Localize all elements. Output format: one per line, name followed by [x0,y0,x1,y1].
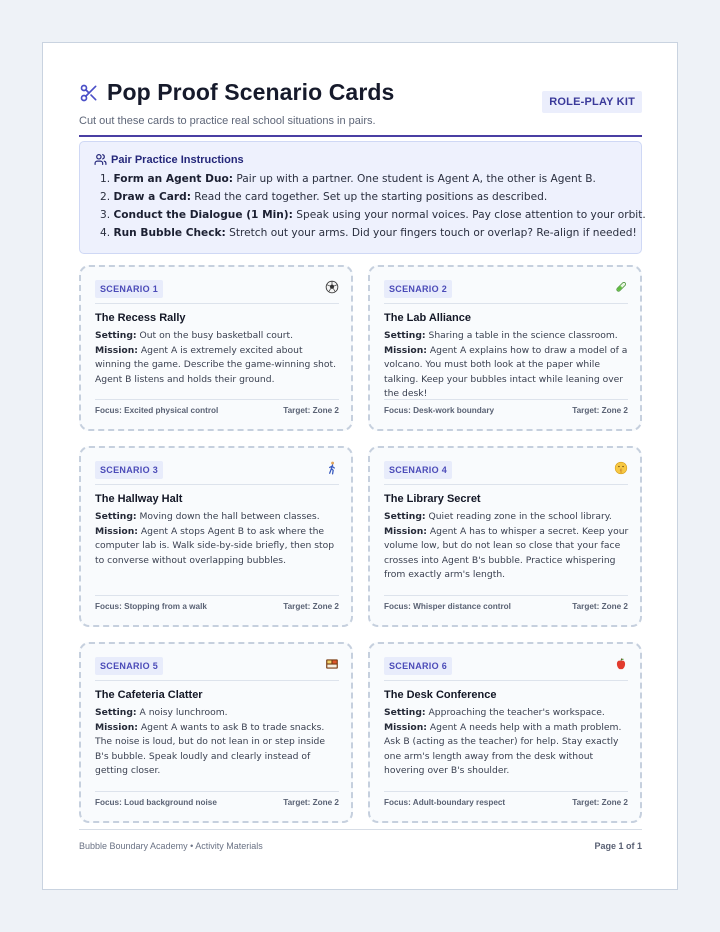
scenario-badge: SCENARIO 4 [384,461,452,479]
card-body [384,329,630,402]
card-title: The Cafeteria Clatter [95,689,203,701]
card-target: Target: Zone 2 [572,602,628,611]
card-focus: Focus: Stopping from a walk [95,602,207,611]
step-number: 3. [100,209,111,221]
page-title: Pop Proof Scenario Cards [107,79,395,105]
card-mission [95,721,341,779]
apple-icon [614,657,628,671]
card-header [384,461,628,485]
scenario-card [368,446,642,627]
card-body [384,510,630,583]
step-text: Stretch out your arms. Did your fingers touch or overlap? Re-align if needed! [225,227,637,239]
mission-label: Mission: [95,525,138,537]
mission-text: Agent A has to whisper a secret. Keep your volume low, but do not lean so close that your face crosses into Agent B's bubble. Practice whispering from exactly arm's length. [384,525,629,580]
step-heading: Conduct the Dialogue (1 Min): [113,209,293,221]
instructions-box [79,141,646,254]
card-body [95,706,341,779]
instruction-step [100,224,637,242]
card-header [95,657,339,681]
shushing-face-icon [614,461,628,475]
page-number: Page 1 of 1 [594,841,642,851]
card-setting [95,510,341,525]
card-mission [384,344,630,402]
step-number: 2. [100,191,111,203]
mission-text: Agent A stops Agent B to ask where the computer lab is. Walk side-by-side briefly, then stop to converse without overlapping bubbles. [95,525,335,566]
mission-text: Agent A wants to ask B to trade snacks. The noise is loud, but do not lean in or step inside B's bubble. Speak loudly and clearly instead of getting closer. [95,721,325,776]
card-footer [384,791,628,807]
scenario-badge: SCENARIO 1 [95,280,163,298]
page-subtitle: Cut out these cards to practice real school situations in pairs. [79,115,376,127]
role-play-kit-badge: ROLE-PLAY KIT [542,91,642,113]
setting-text: Sharing a table in the science classroom. [425,330,618,341]
step-heading: Form an Agent Duo: [113,173,234,185]
card-footer [95,595,339,611]
card-header [95,280,339,304]
card-setting [384,510,630,525]
card-footer [95,791,339,807]
card-header [384,280,628,304]
step-text: Pair up with a partner. One student is Agent A, the other is Agent B. [233,173,596,185]
card-body [384,706,630,779]
card-title: The Hallway Halt [95,493,183,505]
step-number: 1. [100,173,111,185]
scenario-card [368,265,642,431]
setting-label: Setting: [95,707,137,718]
card-header [384,657,628,681]
scenario-card [79,265,353,431]
card-mission [384,721,630,779]
card-focus: Focus: Desk-work boundary [384,406,495,415]
setting-label: Setting: [384,330,426,341]
setting-label: Setting: [384,511,426,522]
worksheet-page [42,42,678,890]
setting-text: Moving down the hall between classes. [136,511,320,522]
step-heading: Run Bubble Check: [113,227,226,239]
setting-label: Setting: [95,511,137,522]
instruction-step [100,170,627,188]
card-title: The Library Secret [384,493,481,505]
scissors-icon [79,83,99,103]
card-footer [95,399,339,415]
scenario-card [368,642,642,823]
card-body [95,510,341,568]
mission-text: Agent A is extremely excited about winning the game. Describe the game-winning shot. Agent B listens and holds their ground. [95,344,337,385]
scenario-badge: SCENARIO 2 [384,280,452,298]
scenario-badge: SCENARIO 3 [95,461,163,479]
setting-text: Approaching the teacher's workspace. [425,707,605,718]
card-setting [95,329,341,344]
card-mission [95,344,341,388]
card-footer [384,399,628,415]
mission-label: Mission: [384,344,427,356]
card-target: Target: Zone 2 [572,798,628,807]
setting-text: A noisy lunchroom. [136,707,228,718]
instruction-step [100,188,627,206]
walking-person-icon [325,461,339,475]
mission-text: Agent A explains how to draw a model of a volcano. You must both look at the paper while talking. Keep your bubbles intact while leaning over the desk! [384,344,628,399]
step-heading: Draw a Card: [113,191,191,203]
scenario-badge: SCENARIO 5 [95,657,163,675]
instructions-list [94,170,646,242]
scenario-badge: SCENARIO 6 [384,657,452,675]
mission-label: Mission: [384,525,427,537]
card-target: Target: Zone 2 [283,406,339,415]
card-title: The Recess Rally [95,312,186,324]
card-target: Target: Zone 2 [283,798,339,807]
card-focus: Focus: Excited physical control [95,406,219,415]
mission-label: Mission: [95,721,138,733]
card-mission [95,525,341,569]
soccer-ball-icon [325,280,339,294]
mission-label: Mission: [95,344,138,356]
people-icon [94,153,107,166]
card-focus: Focus: Whisper distance control [384,602,511,611]
mission-text: Agent A needs help with a math problem. Ask B (acting as the teacher) for help. Stay exactly one arm's length away from the desk without hovering over B's shoulder. [384,721,622,776]
step-number: 4. [100,227,111,239]
setting-text: Out on the busy basketball court. [136,330,294,341]
instructions-heading [94,153,627,166]
mission-label: Mission: [384,721,427,733]
card-title: The Desk Conference [384,689,497,701]
scenario-card [79,446,353,627]
lunch-box-icon [325,657,339,671]
card-header [95,461,339,485]
card-mission [384,525,630,583]
setting-label: Setting: [384,707,426,718]
card-focus: Focus: Adult-boundary respect [384,798,506,807]
test-tube-icon [614,280,628,294]
card-target: Target: Zone 2 [283,602,339,611]
card-target: Target: Zone 2 [572,406,628,415]
setting-text: Quiet reading zone in the school library. [425,511,612,522]
page-header [79,79,642,137]
card-focus: Focus: Loud background noise [95,798,217,807]
card-footer [384,595,628,611]
card-setting [384,706,630,721]
card-setting [95,706,341,721]
step-text: Read the card together. Set up the starting positions as described. [190,191,548,203]
card-title: The Lab Alliance [384,312,472,324]
scenario-card [79,642,353,823]
card-body [95,329,341,387]
instruction-step [100,206,646,224]
page-footer [79,829,642,851]
setting-label: Setting: [95,330,137,341]
footer-organization: Bubble Boundary Academy • Activity Materials [79,841,263,851]
card-setting [384,329,630,344]
instructions-title: Pair Practice Instructions [111,153,244,166]
step-text: Speak using your normal voices. Pay close attention to your orbit. [292,209,646,221]
